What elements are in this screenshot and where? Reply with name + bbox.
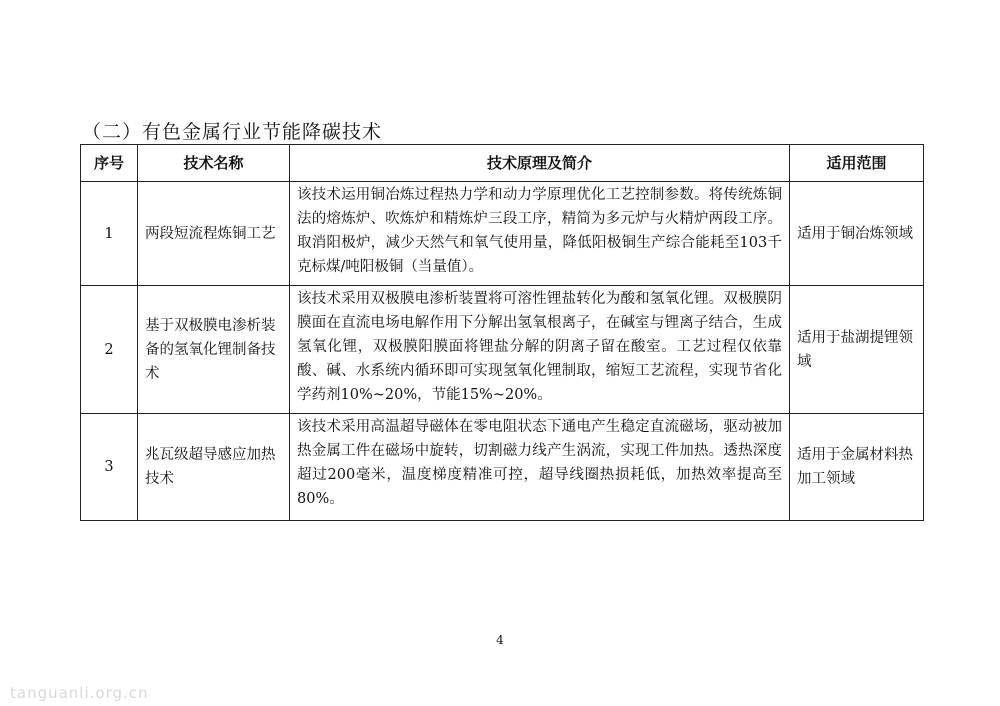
table-row: [81, 182, 924, 286]
technology-table: [80, 144, 924, 521]
header-principle-description: 技术原理及简介: [290, 145, 790, 182]
table-header-row: [81, 145, 924, 182]
row-number: 2: [81, 286, 138, 414]
header-technology-name: 技术名称: [138, 145, 290, 182]
technology-name: 两段短流程炼铜工艺: [138, 182, 290, 286]
technology-description: 该技术运用铜冶炼过程热力学和动力学原理优化工艺控制参数。将传统炼铜法的熔炼炉、吹炼炉和精炼炉三段工序，精简为多元炉与火精炉两段工序。取消阳极炉，减少天然气和氧气使用量，降低阳极铜生产综合能耗至103千克标煤/吨阳极铜（当量值）。: [290, 182, 790, 286]
table-row: [81, 286, 924, 414]
technology-description: 该技术采用双极膜电渗析装置将可溶性锂盐转化为酸和氢氧化锂。双极膜阴膜面在直流电场电解作用下分解出氢氧根离子，在碱室与锂离子结合，生成氢氧化锂，双极膜阳膜面将锂盐分解的阴离子留在酸室。工艺过程仅依靠酸、碱、水系统内循环即可实现氢氧化锂制取，缩短工艺流程，实现节省化学药剂10%~20%，节能15%~20%。: [290, 286, 790, 414]
technology-name: 兆瓦级超导感应加热技术: [138, 414, 290, 521]
application-scope: 适用于盐湖提锂领域: [790, 286, 924, 414]
watermark-text: tanguanli.org.cn: [10, 684, 149, 702]
table-row: [81, 414, 924, 521]
technology-name: 基于双极膜电渗析装备的氢氧化锂制备技术: [138, 286, 290, 414]
header-serial-number: 序号: [81, 145, 138, 182]
application-scope: 适用于金属材料热加工领域: [790, 414, 924, 521]
row-number: 3: [81, 414, 138, 521]
header-application-scope: 适用范围: [790, 145, 924, 182]
application-scope: 适用于铜冶炼领域: [790, 182, 924, 286]
row-number: 1: [81, 182, 138, 286]
section-title: （二）有色金属行业节能降碳技术: [82, 121, 383, 143]
page-number: 4: [496, 633, 504, 647]
technology-description: 该技术采用高温超导磁体在零电阻状态下通电产生稳定直流磁场，驱动被加热金属工件在磁场中旋转，切割磁力线产生涡流，实现工件加热。透热深度超过200毫米，温度梯度精准可控，超导线圈热损耗低，加热效率提高至80%。: [290, 414, 790, 521]
